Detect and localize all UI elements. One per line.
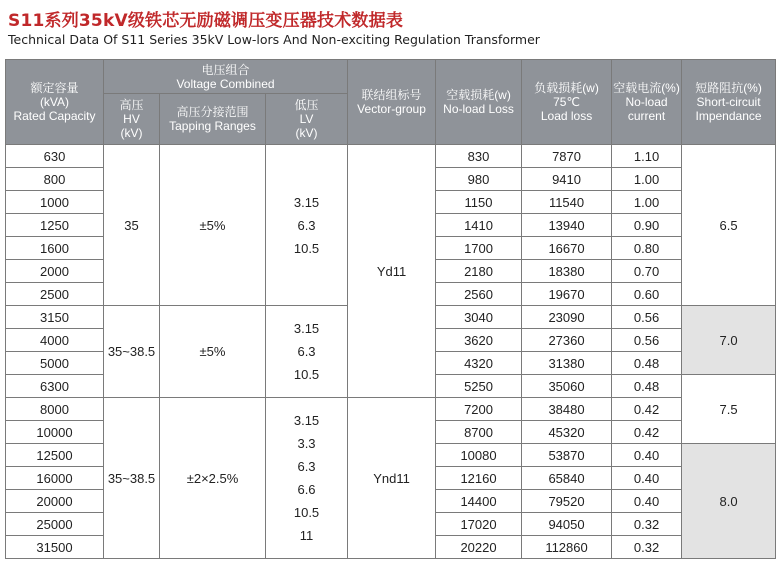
- header-lv: 低压 LV (kV): [266, 94, 348, 145]
- no-load-current-cell: 0.48: [612, 375, 682, 398]
- header-impedance: 短路阻抗(%) Short-circuit Impendance: [682, 60, 776, 145]
- no-load-current-cell: 1.10: [612, 145, 682, 168]
- no-load-current-cell: 0.90: [612, 214, 682, 237]
- no-load-loss-cell: 1700: [436, 237, 522, 260]
- tapping-cell: ±2×2.5%: [160, 398, 266, 559]
- impedance-cell: 8.0: [682, 444, 776, 559]
- vector-group-cell: Yd11: [348, 145, 436, 398]
- load-loss-cell: 38480: [522, 398, 612, 421]
- load-loss-cell: 19670: [522, 283, 612, 306]
- no-load-loss-cell: 10080: [436, 444, 522, 467]
- no-load-current-cell: 0.60: [612, 283, 682, 306]
- impedance-cell: 7.5: [682, 375, 776, 444]
- header-tapping-ranges: 高压分接范围 Tapping Ranges: [160, 94, 266, 145]
- impedance-cell: 7.0: [682, 306, 776, 375]
- no-load-current-cell: 0.56: [612, 329, 682, 352]
- lv-cell: 3.15 6.3 10.5: [266, 145, 348, 306]
- load-loss-cell: 27360: [522, 329, 612, 352]
- no-load-loss-cell: 3040: [436, 306, 522, 329]
- capacity-cell: 12500: [6, 444, 104, 467]
- no-load-loss-cell: 8700: [436, 421, 522, 444]
- no-load-current-cell: 0.42: [612, 398, 682, 421]
- no-load-loss-cell: 2180: [436, 260, 522, 283]
- hv-cell: 35~38.5: [104, 306, 160, 398]
- hv-cell: 35~38.5: [104, 398, 160, 559]
- table-title-cn: S11系列35kV级铁芯无励磁调压变压器技术数据表: [8, 11, 404, 31]
- no-load-current-cell: 0.70: [612, 260, 682, 283]
- no-load-current-cell: 0.48: [612, 352, 682, 375]
- capacity-cell: 1000: [6, 191, 104, 214]
- no-load-loss-cell: 5250: [436, 375, 522, 398]
- no-load-loss-cell: 830: [436, 145, 522, 168]
- no-load-current-cell: 0.40: [612, 490, 682, 513]
- capacity-cell: 3150: [6, 306, 104, 329]
- load-loss-cell: 45320: [522, 421, 612, 444]
- vector-group-cell: Ynd11: [348, 398, 436, 559]
- load-loss-cell: 23090: [522, 306, 612, 329]
- capacity-cell: 4000: [6, 329, 104, 352]
- capacity-cell: 10000: [6, 421, 104, 444]
- no-load-current-cell: 0.40: [612, 467, 682, 490]
- no-load-current-cell: 1.00: [612, 168, 682, 191]
- no-load-current-cell: 0.40: [612, 444, 682, 467]
- table-row: [6, 398, 776, 421]
- capacity-cell: 25000: [6, 513, 104, 536]
- capacity-cell: 1250: [6, 214, 104, 237]
- load-loss-cell: 35060: [522, 375, 612, 398]
- no-load-current-cell: 1.00: [612, 191, 682, 214]
- capacity-cell: 5000: [6, 352, 104, 375]
- capacity-cell: 630: [6, 145, 104, 168]
- no-load-loss-cell: 980: [436, 168, 522, 191]
- technical-data-table: [5, 59, 776, 559]
- tapping-cell: ±5%: [160, 306, 266, 398]
- header-load-loss: 负载损耗(w) 75℃ Load loss: [522, 60, 612, 145]
- no-load-loss-cell: 7200: [436, 398, 522, 421]
- header-no-load-current: 空载电流(%) No-load current: [612, 60, 682, 145]
- no-load-current-cell: 0.32: [612, 536, 682, 559]
- load-loss-cell: 9410: [522, 168, 612, 191]
- capacity-cell: 6300: [6, 375, 104, 398]
- capacity-cell: 31500: [6, 536, 104, 559]
- capacity-cell: 16000: [6, 467, 104, 490]
- hv-cell: 35: [104, 145, 160, 306]
- no-load-current-cell: 0.56: [612, 306, 682, 329]
- capacity-cell: 1600: [6, 237, 104, 260]
- no-load-loss-cell: 3620: [436, 329, 522, 352]
- load-loss-cell: 31380: [522, 352, 612, 375]
- no-load-loss-cell: 20220: [436, 536, 522, 559]
- no-load-current-cell: 0.42: [612, 421, 682, 444]
- capacity-cell: 800: [6, 168, 104, 191]
- header-rated-capacity: 额定容量 (kVA) Rated Capacity: [6, 60, 104, 145]
- capacity-cell: 2000: [6, 260, 104, 283]
- header-vector-group: 联结组标号 Vector-group: [348, 60, 436, 145]
- load-loss-cell: 18380: [522, 260, 612, 283]
- load-loss-cell: 53870: [522, 444, 612, 467]
- no-load-loss-cell: 1410: [436, 214, 522, 237]
- table-row: [6, 145, 776, 168]
- tapping-cell: ±5%: [160, 145, 266, 306]
- header-no-load-loss: 空载损耗(w) No-load Loss: [436, 60, 522, 145]
- impedance-cell: 6.5: [682, 145, 776, 306]
- load-loss-cell: 11540: [522, 191, 612, 214]
- lv-cell: 3.15 6.3 10.5: [266, 306, 348, 398]
- table-title-en: Technical Data Of S11 Series 35kV Low-lors And Non-exciting Regulation Transformer: [8, 32, 540, 47]
- no-load-current-cell: 0.80: [612, 237, 682, 260]
- load-loss-cell: 16670: [522, 237, 612, 260]
- lv-cell: 3.15 3.3 6.3 6.6 10.5 11: [266, 398, 348, 559]
- no-load-loss-cell: 14400: [436, 490, 522, 513]
- load-loss-cell: 65840: [522, 467, 612, 490]
- capacity-cell: 20000: [6, 490, 104, 513]
- no-load-current-cell: 0.32: [612, 513, 682, 536]
- header-voltage-combined: 电压组合 Voltage Combined: [104, 60, 348, 94]
- header-hv: 高压 HV (kV): [104, 94, 160, 145]
- no-load-loss-cell: 17020: [436, 513, 522, 536]
- no-load-loss-cell: 12160: [436, 467, 522, 490]
- load-loss-cell: 79520: [522, 490, 612, 513]
- capacity-cell: 2500: [6, 283, 104, 306]
- no-load-loss-cell: 1150: [436, 191, 522, 214]
- load-loss-cell: 94050: [522, 513, 612, 536]
- no-load-loss-cell: 4320: [436, 352, 522, 375]
- capacity-cell: 8000: [6, 398, 104, 421]
- no-load-loss-cell: 2560: [436, 283, 522, 306]
- load-loss-cell: 7870: [522, 145, 612, 168]
- load-loss-cell: 112860: [522, 536, 612, 559]
- load-loss-cell: 13940: [522, 214, 612, 237]
